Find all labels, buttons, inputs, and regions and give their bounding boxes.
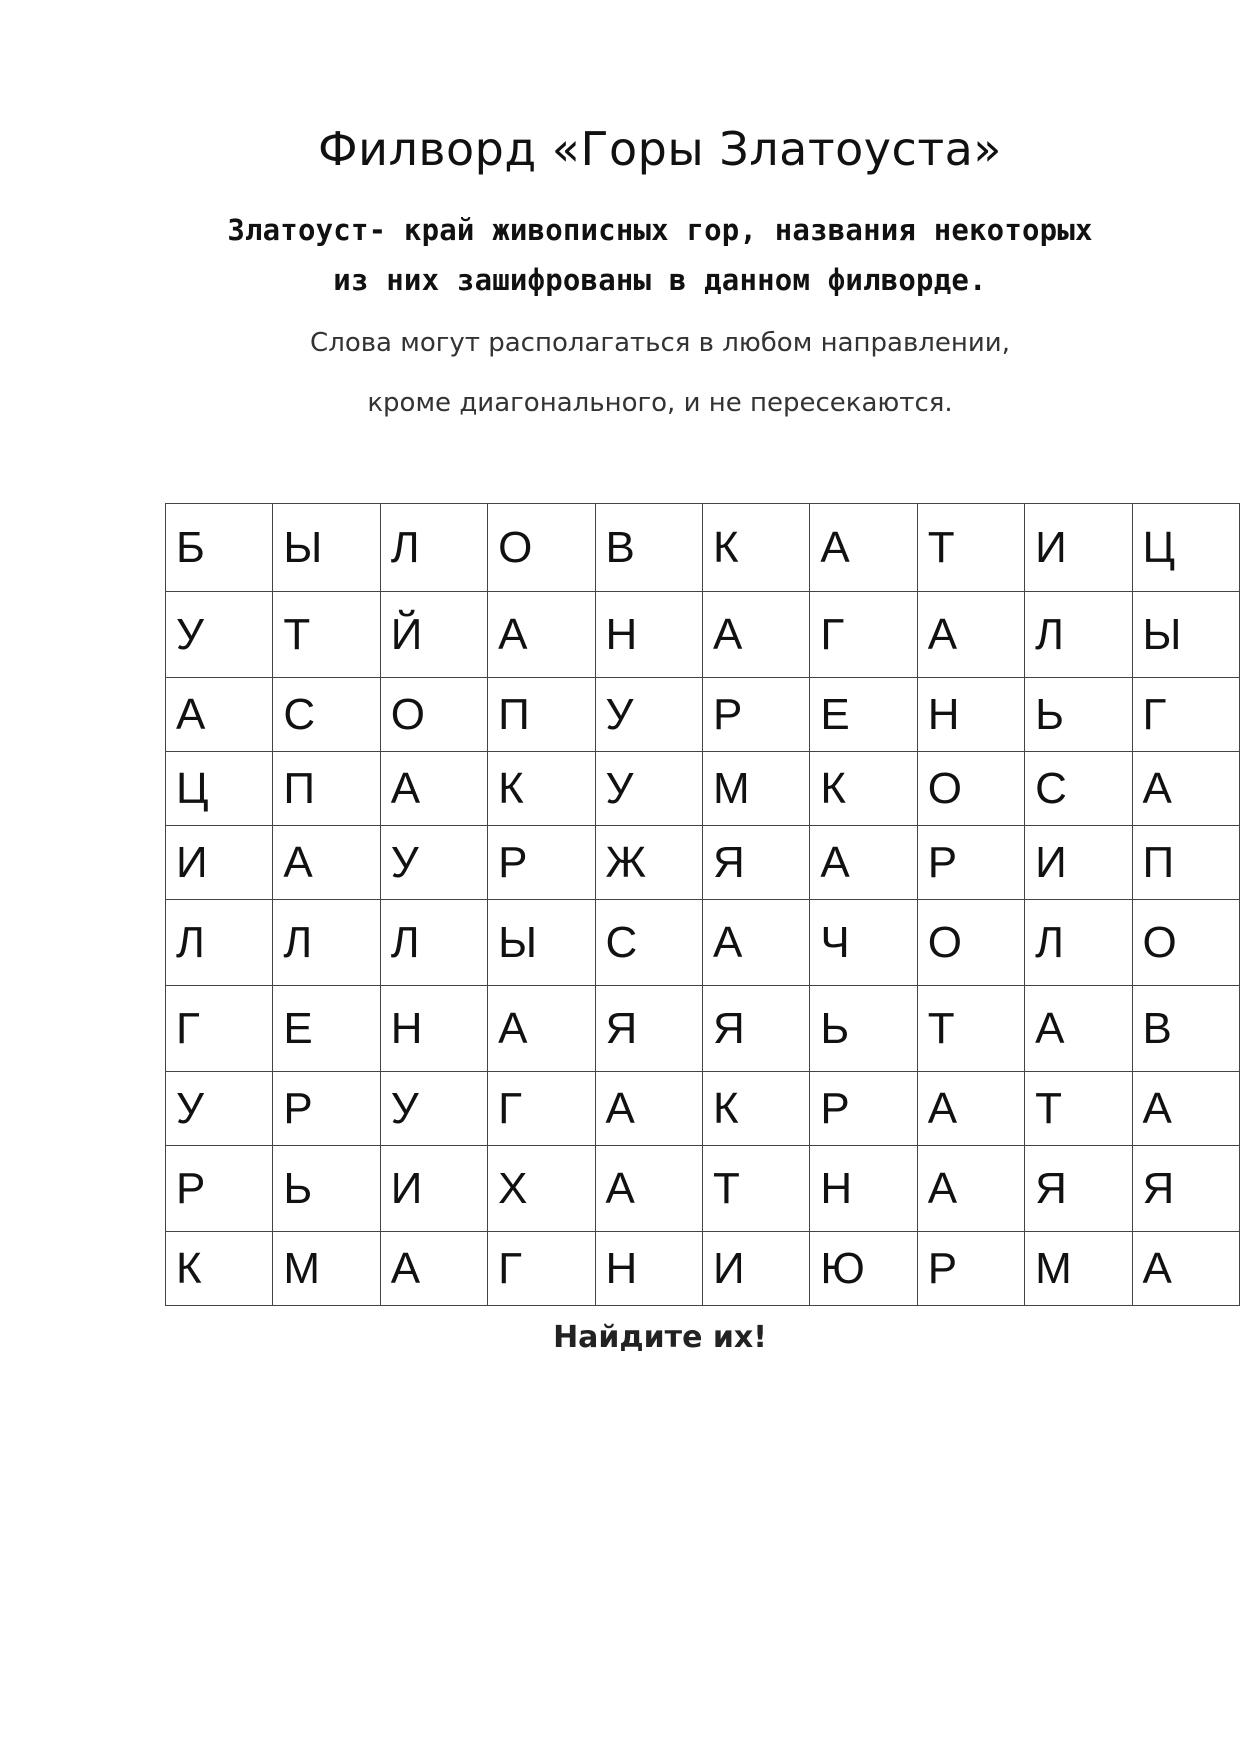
grid-cell[interactable]: О	[1132, 900, 1239, 986]
grid-cell[interactable]: К	[810, 752, 917, 826]
grid-cell[interactable]: К	[702, 1072, 809, 1146]
grid-cell[interactable]: А	[488, 986, 595, 1072]
grid-cell[interactable]: Ч	[810, 900, 917, 986]
grid-cell[interactable]: Г	[488, 1232, 595, 1306]
instruction-line-2: кроме диагонального, и не пересекаются.	[367, 388, 953, 418]
grid-row	[166, 900, 1240, 986]
grid-cell[interactable]: У	[380, 826, 487, 900]
grid-cell[interactable]: М	[1025, 1232, 1132, 1306]
grid-cell[interactable]: В	[1132, 986, 1239, 1072]
grid-row	[166, 1072, 1240, 1146]
grid-cell[interactable]: П	[273, 752, 380, 826]
subtitle-line-1: Златоуст- край живописных гор, названия некоторых	[227, 213, 1093, 247]
grid-cell[interactable]: П	[488, 678, 595, 752]
subtitle-line-2: из них зашифрованы в данном филворде.	[333, 263, 987, 297]
grid-cell[interactable]: Ь	[273, 1146, 380, 1232]
grid-row	[166, 986, 1240, 1072]
grid-cell[interactable]: У	[166, 1072, 273, 1146]
page-title: Филворд «Горы Златоуста»	[318, 122, 1002, 176]
grid-cell[interactable]: Т	[917, 504, 1024, 592]
grid-cell[interactable]: А	[273, 826, 380, 900]
grid-row	[166, 678, 1240, 752]
grid-cell[interactable]: И	[380, 1146, 487, 1232]
grid-cell[interactable]: А	[380, 1232, 487, 1306]
grid-cell[interactable]: У	[380, 1072, 487, 1146]
grid-cell[interactable]: О	[488, 504, 595, 592]
grid-cell[interactable]: Л	[1025, 592, 1132, 678]
grid-cell[interactable]: А	[810, 826, 917, 900]
grid-cell[interactable]: Л	[273, 900, 380, 986]
grid-cell[interactable]: О	[380, 678, 487, 752]
grid-cell[interactable]: Т	[273, 592, 380, 678]
grid-cell[interactable]: Р	[810, 1072, 917, 1146]
grid-cell[interactable]: А	[380, 752, 487, 826]
grid-cell[interactable]: Ь	[1025, 678, 1132, 752]
grid-cell[interactable]: Г	[166, 986, 273, 1072]
grid-cell[interactable]: Г	[1132, 678, 1239, 752]
grid-cell[interactable]: Е	[273, 986, 380, 1072]
grid-row	[166, 752, 1240, 826]
grid-cell[interactable]: С	[595, 900, 702, 986]
grid-cell[interactable]: А	[702, 900, 809, 986]
grid-cell[interactable]: Й	[380, 592, 487, 678]
grid-cell[interactable]: Н	[917, 678, 1024, 752]
grid-cell[interactable]: К	[166, 1232, 273, 1306]
grid-cell[interactable]: Ь	[810, 986, 917, 1072]
grid-cell[interactable]: Я	[595, 986, 702, 1072]
grid-cell[interactable]: Г	[810, 592, 917, 678]
grid-cell[interactable]: Т	[1025, 1072, 1132, 1146]
grid-cell[interactable]: К	[702, 504, 809, 592]
grid-cell[interactable]: Л	[1025, 900, 1132, 986]
grid-cell[interactable]: Я	[1025, 1146, 1132, 1232]
grid-cell[interactable]: Ы	[488, 900, 595, 986]
grid-cell[interactable]: Т	[917, 986, 1024, 1072]
grid-cell[interactable]: Р	[917, 1232, 1024, 1306]
grid-cell[interactable]: Л	[380, 900, 487, 986]
grid-row	[166, 1146, 1240, 1232]
grid-row	[166, 592, 1240, 678]
grid-cell[interactable]: А	[810, 504, 917, 592]
grid-cell[interactable]: А	[1132, 1232, 1239, 1306]
grid-cell[interactable]: Н	[380, 986, 487, 1072]
footer-call-to-action: Найдите их!	[553, 1320, 767, 1355]
grid-cell[interactable]: Е	[810, 678, 917, 752]
grid-cell[interactable]: С	[1025, 752, 1132, 826]
grid-cell[interactable]: Ц	[1132, 504, 1239, 592]
grid-cell[interactable]: Ы	[273, 504, 380, 592]
grid-cell[interactable]: И	[1025, 826, 1132, 900]
grid-cell[interactable]: У	[166, 592, 273, 678]
grid-cell[interactable]: И	[166, 826, 273, 900]
grid-cell[interactable]: Р	[917, 826, 1024, 900]
grid-cell[interactable]: Х	[488, 1146, 595, 1232]
grid-cell[interactable]: Ы	[1132, 592, 1239, 678]
grid-cell[interactable]: У	[595, 678, 702, 752]
grid-cell[interactable]: А	[488, 592, 595, 678]
grid-cell[interactable]: С	[273, 678, 380, 752]
grid-cell[interactable]: А	[1025, 986, 1132, 1072]
grid-cell[interactable]: Р	[273, 1072, 380, 1146]
grid-cell[interactable]: А	[917, 1072, 1024, 1146]
grid-cell[interactable]: М	[702, 752, 809, 826]
grid-cell[interactable]: И	[702, 1232, 809, 1306]
grid-cell[interactable]: Р	[488, 826, 595, 900]
grid-cell[interactable]: А	[1132, 752, 1239, 826]
grid-cell[interactable]: Ц	[166, 752, 273, 826]
grid-cell[interactable]: О	[917, 900, 1024, 986]
grid-cell[interactable]: А	[917, 592, 1024, 678]
grid-cell[interactable]: П	[1132, 826, 1239, 900]
grid-cell[interactable]: Б	[166, 504, 273, 592]
grid-cell[interactable]: Р	[702, 678, 809, 752]
instruction-line-1: Слова могут располагаться в любом направлении,	[310, 328, 1010, 358]
grid-cell[interactable]: А	[1132, 1072, 1239, 1146]
grid-cell[interactable]: А	[702, 592, 809, 678]
grid-cell[interactable]: О	[917, 752, 1024, 826]
grid-cell[interactable]: Г	[488, 1072, 595, 1146]
grid-cell[interactable]: В	[595, 504, 702, 592]
grid-cell[interactable]: Ю	[810, 1232, 917, 1306]
grid-cell[interactable]: Я	[702, 826, 809, 900]
grid-cell[interactable]: К	[488, 752, 595, 826]
grid-cell[interactable]: Н	[595, 1232, 702, 1306]
grid-cell[interactable]: А	[595, 1146, 702, 1232]
grid-cell[interactable]: Я	[702, 986, 809, 1072]
grid-cell[interactable]: Ж	[595, 826, 702, 900]
grid-cell[interactable]: А	[917, 1146, 1024, 1232]
grid-cell[interactable]: Н	[595, 592, 702, 678]
grid-cell[interactable]: А	[166, 678, 273, 752]
grid-cell[interactable]: И	[1025, 504, 1132, 592]
grid-row	[166, 504, 1240, 592]
grid-row	[166, 826, 1240, 900]
grid-cell[interactable]: Я	[1132, 1146, 1239, 1232]
grid-row	[166, 1232, 1240, 1306]
grid-cell[interactable]: А	[595, 1072, 702, 1146]
grid-cell[interactable]: Л	[380, 504, 487, 592]
grid-cell[interactable]: Т	[702, 1146, 809, 1232]
fillword-grid	[165, 503, 1240, 1306]
grid-cell[interactable]: Р	[166, 1146, 273, 1232]
grid-cell[interactable]: М	[273, 1232, 380, 1306]
grid-cell[interactable]: Л	[166, 900, 273, 986]
grid-cell[interactable]: У	[595, 752, 702, 826]
grid-cell[interactable]: Н	[810, 1146, 917, 1232]
